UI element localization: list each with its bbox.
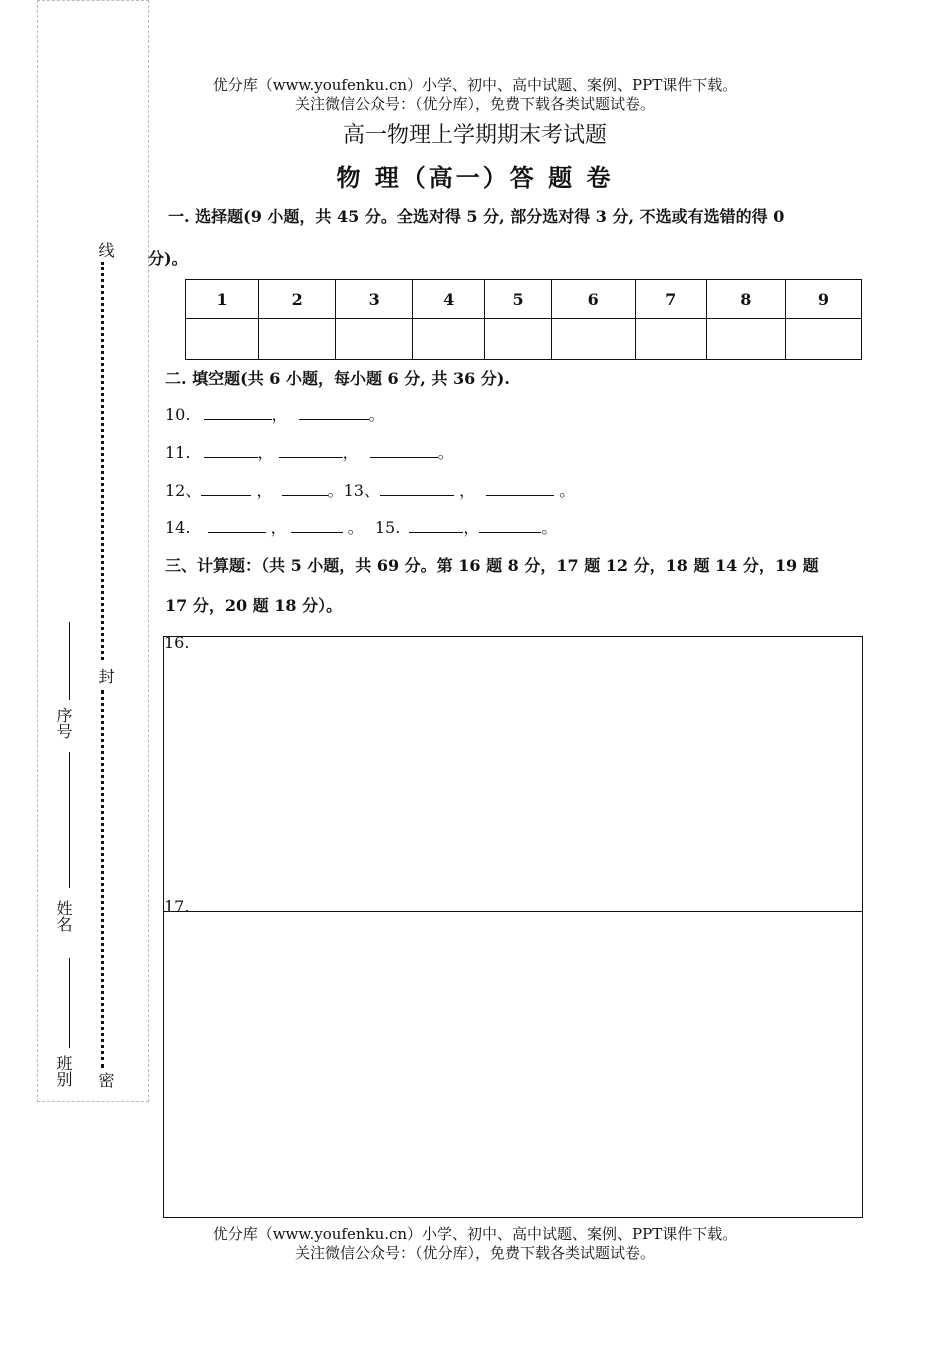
header-line-2: 关注微信公众号：（优分库），免费下载各类试题试卷。 <box>294 95 655 113</box>
q13-label: 13、 <box>343 481 380 500</box>
answer-sheet-subtitle: 物 理（高一）答 题 卷 <box>336 163 614 192</box>
answer-col-header: 7 <box>635 280 706 319</box>
question-10-row <box>165 402 385 425</box>
q10-blank-2[interactable] <box>299 405 369 420</box>
q12-label: 12、 <box>165 481 202 500</box>
q14-blank-1[interactable] <box>208 518 266 533</box>
class-label: 班别 <box>54 1055 73 1087</box>
answer-cell[interactable] <box>186 319 259 360</box>
class-blank-line <box>69 958 70 1048</box>
section3-heading-cont: 17 分，20 题 18 分）。 <box>165 596 343 615</box>
question-14-15-row <box>165 515 557 538</box>
answer-col-header: 1 <box>186 280 259 319</box>
comma: ， <box>463 518 480 537</box>
q12-blank-2[interactable] <box>282 481 328 496</box>
q14-label: 14. <box>165 518 191 537</box>
q14-blank-2[interactable] <box>291 518 343 533</box>
section1-heading: 一. 选择题(9 小题，共 45 分。全选对得 5 分, 部分选对得 3 分, 不选或有选错的得 0 <box>168 207 785 226</box>
footer-line-2: 关注微信公众号：（优分库），免费下载各类试题试卷。 <box>294 1244 655 1262</box>
q13-blank-2[interactable] <box>486 481 554 496</box>
answer-cell[interactable] <box>551 319 635 360</box>
comma: ， <box>270 518 287 537</box>
q11-blank-1[interactable] <box>204 443 258 458</box>
q12-blank-1[interactable] <box>201 481 251 496</box>
answer-col-header: 2 <box>259 280 336 319</box>
answer-cell[interactable] <box>336 319 413 360</box>
answer-cell[interactable] <box>259 319 336 360</box>
q13-blank-1[interactable] <box>380 481 454 496</box>
answer-box-16[interactable] <box>163 636 863 912</box>
q17-label: 17. <box>164 897 190 916</box>
q11-blank-2[interactable] <box>279 443 343 458</box>
seal-dotted-line-upper <box>101 262 104 660</box>
q11-blank-3[interactable] <box>370 443 438 458</box>
period: 。 <box>347 518 364 537</box>
answer-col-header: 8 <box>706 280 785 319</box>
q10-label: 10. <box>165 405 191 424</box>
answer-cell[interactable] <box>785 319 861 360</box>
answer-cell[interactable] <box>635 319 706 360</box>
answer-cell[interactable] <box>413 319 485 360</box>
section3-heading: 三、计算题：（共 5 小题，共 69 分。第 16 题 8 分，17 题 12 分，18 题 14 分，19 题 <box>165 556 819 575</box>
exam-title: 高一物理上学期期末考试题 <box>342 123 607 148</box>
choice-answer-table <box>185 279 862 360</box>
q15-blank-2[interactable] <box>479 518 541 533</box>
q16-label: 16. <box>164 633 190 652</box>
name-label: 姓名 <box>54 900 73 932</box>
answer-col-header: 6 <box>551 280 635 319</box>
seal-mi-label: 密 <box>96 1072 115 1088</box>
q10-blank-1[interactable] <box>204 405 272 420</box>
comma: ， <box>459 481 476 500</box>
comma: ， <box>342 443 359 462</box>
q15-blank-1[interactable] <box>409 518 463 533</box>
period: 。 <box>327 481 344 500</box>
header-line-1: 优分库（www.youfenku.cn）小学、初中、高中试题、案例、PPT课件下载。 <box>212 76 738 94</box>
period: 。 <box>437 443 454 462</box>
period: 。 <box>559 481 576 500</box>
period: 。 <box>368 405 385 424</box>
question-12-13-row <box>165 478 575 501</box>
seat-blank-line <box>69 622 70 700</box>
seal-dotted-line-lower <box>101 690 104 1068</box>
q11-label: 11. <box>165 443 191 462</box>
section2-heading: 二. 填空题(共 6 小题，每小题 6 分, 共 36 分). <box>165 369 510 388</box>
footer-line-1: 优分库（www.youfenku.cn）小学、初中、高中试题、案例、PPT课件下载。 <box>212 1225 738 1243</box>
answer-col-header: 9 <box>785 280 861 319</box>
comma: ， <box>257 443 274 462</box>
answer-cell[interactable] <box>706 319 785 360</box>
answer-cell[interactable] <box>485 319 551 360</box>
seal-xian-label: 线 <box>96 242 115 258</box>
answer-col-header: 5 <box>485 280 551 319</box>
section1-heading-cont: 分)。 <box>148 249 188 268</box>
name-blank-line <box>69 752 70 888</box>
answer-col-header: 3 <box>336 280 413 319</box>
period: 。 <box>541 518 558 537</box>
answer-col-header: 4 <box>413 280 485 319</box>
answer-box-17[interactable] <box>163 911 863 1218</box>
comma: ， <box>256 481 273 500</box>
seal-feng-label: 封 <box>96 668 115 684</box>
seat-label: 序号 <box>54 707 73 739</box>
comma: ， <box>271 405 288 424</box>
q15-label: 15. <box>374 518 401 537</box>
question-11-row <box>165 440 454 463</box>
